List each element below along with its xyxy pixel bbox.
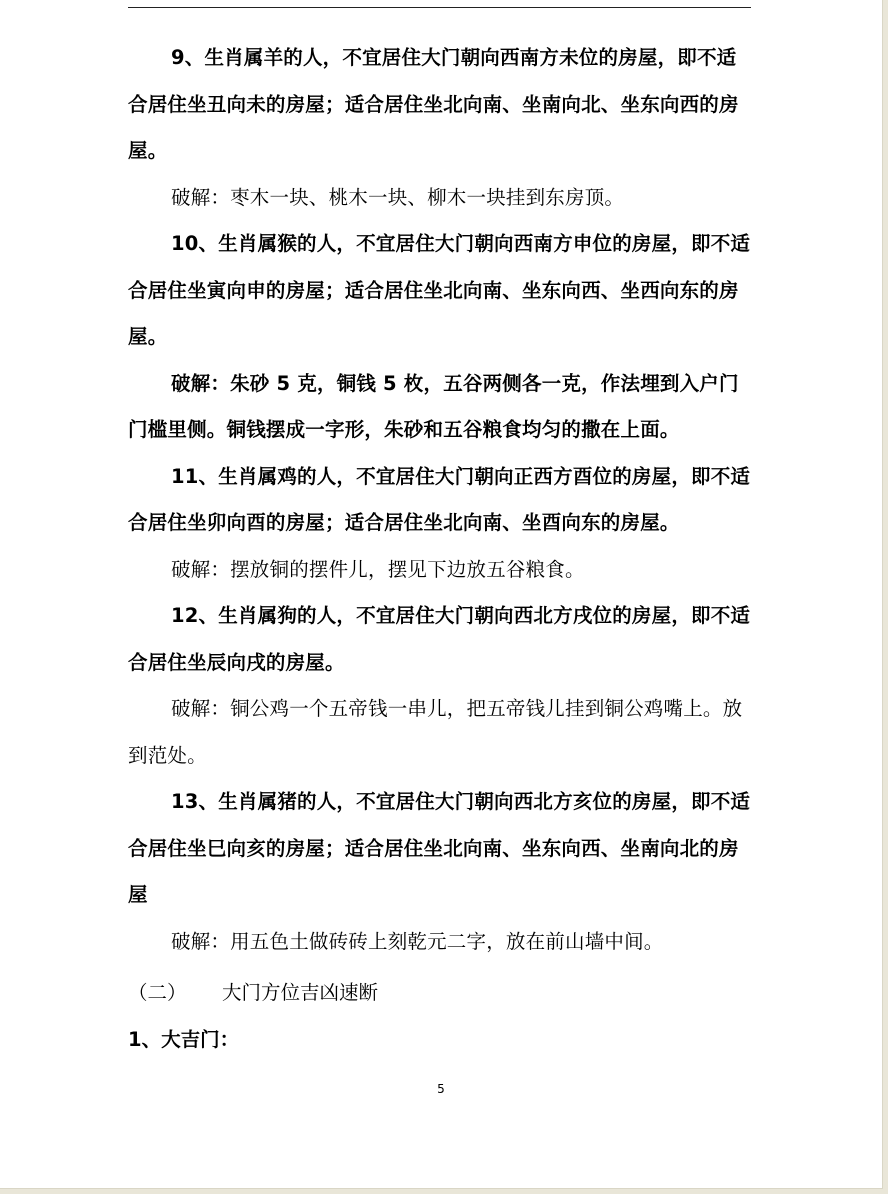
paragraph-pig-remedy: 破解：用五色土做砖砖上刻乾元二字，放在前山墙中间。 <box>171 929 664 953</box>
list-item-heading: 1、大吉门： <box>128 1028 240 1051</box>
paragraph-goat: 9、生肖属羊的人，不宜居住大门朝向西南方未位的房屋，即不适合居住坐丑向未的房屋；适合居住坐北向南、坐南向北、坐东向西的房屋。 <box>128 46 739 162</box>
paragraph-monkey: 10、生肖属猴的人，不宜居住大门朝向西南方申位的房屋，即不适合居住坐寅向申的房屋；适合居住坐北向南、坐东向西、坐西向东的房屋。 <box>128 232 751 348</box>
header-rule <box>128 7 751 8</box>
paragraph-monkey-remedy: 破解：朱砂 5 克，铜钱 5 枚，五谷两侧各一克，作法埋到入户门门槛里侧。铜钱摆成一字形，朱砂和五谷粮食均匀的撒在上面。 <box>128 371 739 441</box>
section-number: （二） <box>128 981 187 1004</box>
paragraph-goat-remedy: 破解：枣木一块、桃木一块、柳木一块挂到东房顶。 <box>171 185 625 209</box>
section-title: 大门方位吉凶速断 <box>222 981 379 1004</box>
paragraph-pig: 13、生肖属猪的人，不宜居住大门朝向西北方亥位的房屋，即不适合居住坐巳向亥的房屋；适合居住坐北向南、坐东向西、坐南向北的房屋 <box>128 790 751 906</box>
body-text <box>128 35 751 965</box>
paragraph-rooster-remedy: 破解：摆放铜的摆件儿，摆见下边放五谷粮食。 <box>171 557 585 581</box>
paragraph-rooster: 11、生肖属鸡的人，不宜居住大门朝向正西方酉位的房屋，即不适合居住坐卯向酉的房屋；适合居住坐北向南、坐酉向东的房屋。 <box>128 464 751 534</box>
page-number: 5 <box>437 1082 445 1096</box>
section-heading <box>128 970 378 1017</box>
paragraph-dog-remedy: 破解：铜公鸡一个五帝钱一串儿，把五帝钱儿挂到铜公鸡嘴上。放到范处。 <box>128 697 743 767</box>
paragraph-dog: 12、生肖属狗的人，不宜居住大门朝向西北方戌位的房屋，即不适合居住坐辰向戌的房屋。 <box>128 604 751 674</box>
